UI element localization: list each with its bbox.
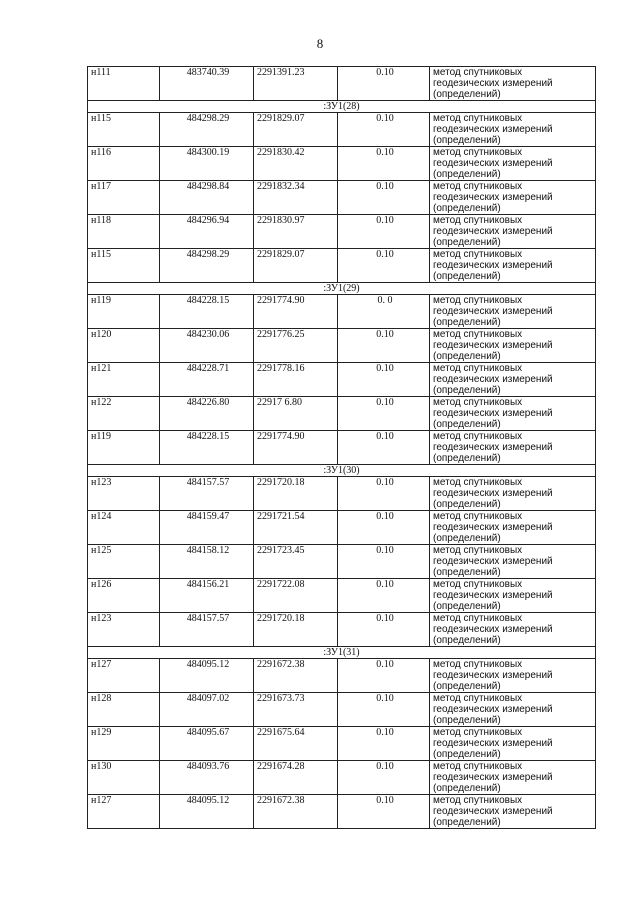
accuracy-cell: 0. 0 xyxy=(338,295,430,329)
method-cell xyxy=(430,249,596,283)
y-coordinate-cell: 2291774.90 xyxy=(254,431,338,465)
method-line: (определений) xyxy=(433,317,501,328)
table-row xyxy=(88,295,596,329)
table-row xyxy=(88,693,596,727)
method-line: метод спутниковых xyxy=(433,329,523,340)
table-row xyxy=(88,511,596,545)
y-coordinate-cell: 2291720.18 xyxy=(254,477,338,511)
point-cell: н117 xyxy=(88,181,160,215)
accuracy-cell: 0.10 xyxy=(338,477,430,511)
method-line: (определений) xyxy=(433,237,501,248)
x-coordinate-cell: 484296.94 xyxy=(160,215,254,249)
y-coordinate-cell: 2291720.18 xyxy=(254,613,338,647)
method-line: (определений) xyxy=(433,135,501,146)
page-number: 8 xyxy=(316,36,324,51)
method-line: геодезических измерений xyxy=(433,442,553,453)
method-line: геодезических измерений xyxy=(433,340,553,351)
y-coordinate-cell: 2291830.42 xyxy=(254,147,338,181)
point-cell: н123 xyxy=(88,613,160,647)
table-row xyxy=(88,431,596,465)
method-line: (определений) xyxy=(433,783,501,794)
accuracy-cell: 0.10 xyxy=(338,363,430,397)
section-row xyxy=(88,101,596,113)
method-line: геодезических измерений xyxy=(433,158,553,169)
table-row xyxy=(88,363,596,397)
point-cell: н116 xyxy=(88,147,160,181)
method-line: (определений) xyxy=(433,715,501,726)
point-cell: н119 xyxy=(88,431,160,465)
x-coordinate-cell: 484097.02 xyxy=(160,693,254,727)
accuracy-cell: 0.10 xyxy=(338,249,430,283)
method-line: (определений) xyxy=(433,817,501,828)
method-line: метод спутниковых xyxy=(433,477,523,488)
method-line: (определений) xyxy=(433,499,501,510)
method-line: геодезических измерений xyxy=(433,192,553,203)
accuracy-cell: 0.10 xyxy=(338,545,430,579)
method-cell xyxy=(430,477,596,511)
method-line: метод спутниковых xyxy=(433,659,523,670)
table-row xyxy=(88,477,596,511)
table-row xyxy=(88,727,596,761)
x-coordinate-cell: 484157.57 xyxy=(160,477,254,511)
point-cell: н111 xyxy=(88,67,160,101)
method-line: метод спутниковых xyxy=(433,795,523,806)
accuracy-cell: 0.10 xyxy=(338,579,430,613)
y-coordinate-cell: 2291830.97 xyxy=(254,215,338,249)
point-cell: н115 xyxy=(88,113,160,147)
section-label: :ЗУ1(28) xyxy=(88,101,596,113)
method-cell xyxy=(430,329,596,363)
method-line: (определений) xyxy=(433,203,501,214)
point-cell: н123 xyxy=(88,477,160,511)
table-row xyxy=(88,181,596,215)
point-cell: н118 xyxy=(88,215,160,249)
y-coordinate-cell: 2291673.73 xyxy=(254,693,338,727)
method-line: геодезических измерений xyxy=(433,522,553,533)
y-coordinate-cell: 2291829.07 xyxy=(254,249,338,283)
method-cell xyxy=(430,295,596,329)
method-line: геодезических измерений xyxy=(433,590,553,601)
method-cell xyxy=(430,545,596,579)
table-row xyxy=(88,761,596,795)
x-coordinate-cell: 484159.47 xyxy=(160,511,254,545)
method-line: (определений) xyxy=(433,533,501,544)
y-coordinate-cell: 2291776.25 xyxy=(254,329,338,363)
section-row xyxy=(88,283,596,295)
y-coordinate-cell: 2291672.38 xyxy=(254,659,338,693)
method-line: метод спутниковых xyxy=(433,727,523,738)
method-line: (определений) xyxy=(433,385,501,396)
accuracy-cell: 0.10 xyxy=(338,431,430,465)
section-label: :ЗУ1(30) xyxy=(88,465,596,477)
x-coordinate-cell: 484157.57 xyxy=(160,613,254,647)
y-coordinate-cell: 2291391.23 xyxy=(254,67,338,101)
y-coordinate-cell: 2291722.08 xyxy=(254,579,338,613)
method-cell xyxy=(430,727,596,761)
y-coordinate-cell: 2291721.54 xyxy=(254,511,338,545)
method-line: метод спутниковых xyxy=(433,249,523,260)
method-cell xyxy=(430,659,596,693)
x-coordinate-cell: 484300.19 xyxy=(160,147,254,181)
point-cell: н128 xyxy=(88,693,160,727)
method-line: метод спутниковых xyxy=(433,613,523,624)
method-cell xyxy=(430,761,596,795)
method-cell xyxy=(430,795,596,829)
method-line: геодезических измерений xyxy=(433,772,553,783)
y-coordinate-cell: 2291774.90 xyxy=(254,295,338,329)
point-cell: н122 xyxy=(88,397,160,431)
method-line: метод спутниковых xyxy=(433,363,523,374)
x-coordinate-cell: 484095.67 xyxy=(160,727,254,761)
x-coordinate-cell: 484298.29 xyxy=(160,113,254,147)
section-label: :ЗУ1(29) xyxy=(88,283,596,295)
point-cell: н121 xyxy=(88,363,160,397)
method-cell xyxy=(430,579,596,613)
point-cell: н124 xyxy=(88,511,160,545)
accuracy-cell: 0.10 xyxy=(338,181,430,215)
method-line: геодезических измерений xyxy=(433,704,553,715)
point-cell: н125 xyxy=(88,545,160,579)
table-row xyxy=(88,613,596,647)
y-coordinate-cell: 2291829.07 xyxy=(254,113,338,147)
table-row xyxy=(88,147,596,181)
table-row xyxy=(88,579,596,613)
method-line: геодезических измерений xyxy=(433,226,553,237)
accuracy-cell: 0.10 xyxy=(338,727,430,761)
method-line: геодезических измерений xyxy=(433,488,553,499)
x-coordinate-cell: 484228.71 xyxy=(160,363,254,397)
method-line: геодезических измерений xyxy=(433,806,553,817)
method-line: геодезических измерений xyxy=(433,78,553,89)
method-line: метод спутниковых xyxy=(433,761,523,772)
x-coordinate-cell: 484230.06 xyxy=(160,329,254,363)
accuracy-cell: 0.10 xyxy=(338,659,430,693)
method-line: геодезических измерений xyxy=(433,738,553,749)
method-line: (определений) xyxy=(433,453,501,464)
accuracy-cell: 0.10 xyxy=(338,147,430,181)
table-row xyxy=(88,215,596,249)
method-line: (определений) xyxy=(433,351,501,362)
accuracy-cell: 0.10 xyxy=(338,613,430,647)
method-cell xyxy=(430,363,596,397)
coordinates-table xyxy=(87,66,596,829)
y-coordinate-cell: 2291723.45 xyxy=(254,545,338,579)
method-line: метод спутниковых xyxy=(433,579,523,590)
y-coordinate-cell: 2291675.64 xyxy=(254,727,338,761)
method-line: (определений) xyxy=(433,89,501,100)
method-line: метод спутниковых xyxy=(433,545,523,556)
table-row xyxy=(88,113,596,147)
method-cell xyxy=(430,693,596,727)
method-line: (определений) xyxy=(433,271,501,282)
method-line: геодезических измерений xyxy=(433,306,553,317)
table-row xyxy=(88,329,596,363)
x-coordinate-cell: 483740.39 xyxy=(160,67,254,101)
point-cell: н115 xyxy=(88,249,160,283)
x-coordinate-cell: 484228.15 xyxy=(160,431,254,465)
method-cell xyxy=(430,181,596,215)
method-line: (определений) xyxy=(433,419,501,430)
method-line: геодезических измерений xyxy=(433,260,553,271)
accuracy-cell: 0.10 xyxy=(338,795,430,829)
table-row xyxy=(88,249,596,283)
y-coordinate-cell: 2291778.16 xyxy=(254,363,338,397)
y-coordinate-cell: 22917 6.80 xyxy=(254,397,338,431)
method-line: метод спутниковых xyxy=(433,147,523,158)
method-line: геодезических измерений xyxy=(433,408,553,419)
point-cell: н126 xyxy=(88,579,160,613)
table-row xyxy=(88,659,596,693)
accuracy-cell: 0.10 xyxy=(338,113,430,147)
accuracy-cell: 0.10 xyxy=(338,67,430,101)
accuracy-cell: 0.10 xyxy=(338,761,430,795)
method-line: метод спутниковых xyxy=(433,397,523,408)
method-line: (определений) xyxy=(433,169,501,180)
x-coordinate-cell: 484093.76 xyxy=(160,761,254,795)
method-cell xyxy=(430,397,596,431)
method-cell xyxy=(430,67,596,101)
x-coordinate-cell: 484228.15 xyxy=(160,295,254,329)
point-cell: н120 xyxy=(88,329,160,363)
y-coordinate-cell: 2291672.38 xyxy=(254,795,338,829)
method-line: метод спутниковых xyxy=(433,295,523,306)
method-line: метод спутниковых xyxy=(433,431,523,442)
table-row xyxy=(88,545,596,579)
method-line: (определений) xyxy=(433,567,501,578)
point-cell: н127 xyxy=(88,795,160,829)
y-coordinate-cell: 2291832.34 xyxy=(254,181,338,215)
method-line: метод спутниковых xyxy=(433,511,523,522)
method-line: геодезических измерений xyxy=(433,624,553,635)
section-label: :ЗУ1(31) xyxy=(88,647,596,659)
method-line: метод спутниковых xyxy=(433,67,523,78)
method-cell xyxy=(430,113,596,147)
method-line: геодезических измерений xyxy=(433,124,553,135)
method-cell xyxy=(430,215,596,249)
accuracy-cell: 0.10 xyxy=(338,693,430,727)
x-coordinate-cell: 484298.29 xyxy=(160,249,254,283)
point-cell: н129 xyxy=(88,727,160,761)
x-coordinate-cell: 484156.21 xyxy=(160,579,254,613)
table-row xyxy=(88,795,596,829)
accuracy-cell: 0.10 xyxy=(338,329,430,363)
y-coordinate-cell: 2291674.28 xyxy=(254,761,338,795)
coordinates-table-body xyxy=(88,67,596,829)
method-line: геодезических измерений xyxy=(433,556,553,567)
accuracy-cell: 0.10 xyxy=(338,511,430,545)
method-line: (определений) xyxy=(433,749,501,760)
x-coordinate-cell: 484158.12 xyxy=(160,545,254,579)
accuracy-cell: 0.10 xyxy=(338,397,430,431)
method-line: (определений) xyxy=(433,601,501,612)
x-coordinate-cell: 484226.80 xyxy=(160,397,254,431)
point-cell: н127 xyxy=(88,659,160,693)
method-line: геодезических измерений xyxy=(433,670,553,681)
method-line: метод спутниковых xyxy=(433,181,523,192)
method-line: геодезических измерений xyxy=(433,374,553,385)
section-row xyxy=(88,647,596,659)
accuracy-cell: 0.10 xyxy=(338,215,430,249)
point-cell: н119 xyxy=(88,295,160,329)
section-row xyxy=(88,465,596,477)
method-line: метод спутниковых xyxy=(433,693,523,704)
method-line: (определений) xyxy=(433,681,501,692)
table-row xyxy=(88,397,596,431)
method-cell xyxy=(430,613,596,647)
x-coordinate-cell: 484095.12 xyxy=(160,795,254,829)
point-cell: н130 xyxy=(88,761,160,795)
method-line: метод спутниковых xyxy=(433,215,523,226)
method-cell xyxy=(430,147,596,181)
x-coordinate-cell: 484095.12 xyxy=(160,659,254,693)
x-coordinate-cell: 484298.84 xyxy=(160,181,254,215)
method-cell xyxy=(430,511,596,545)
method-cell xyxy=(430,431,596,465)
method-line: (определений) xyxy=(433,635,501,646)
table-row xyxy=(88,67,596,101)
method-line: метод спутниковых xyxy=(433,113,523,124)
